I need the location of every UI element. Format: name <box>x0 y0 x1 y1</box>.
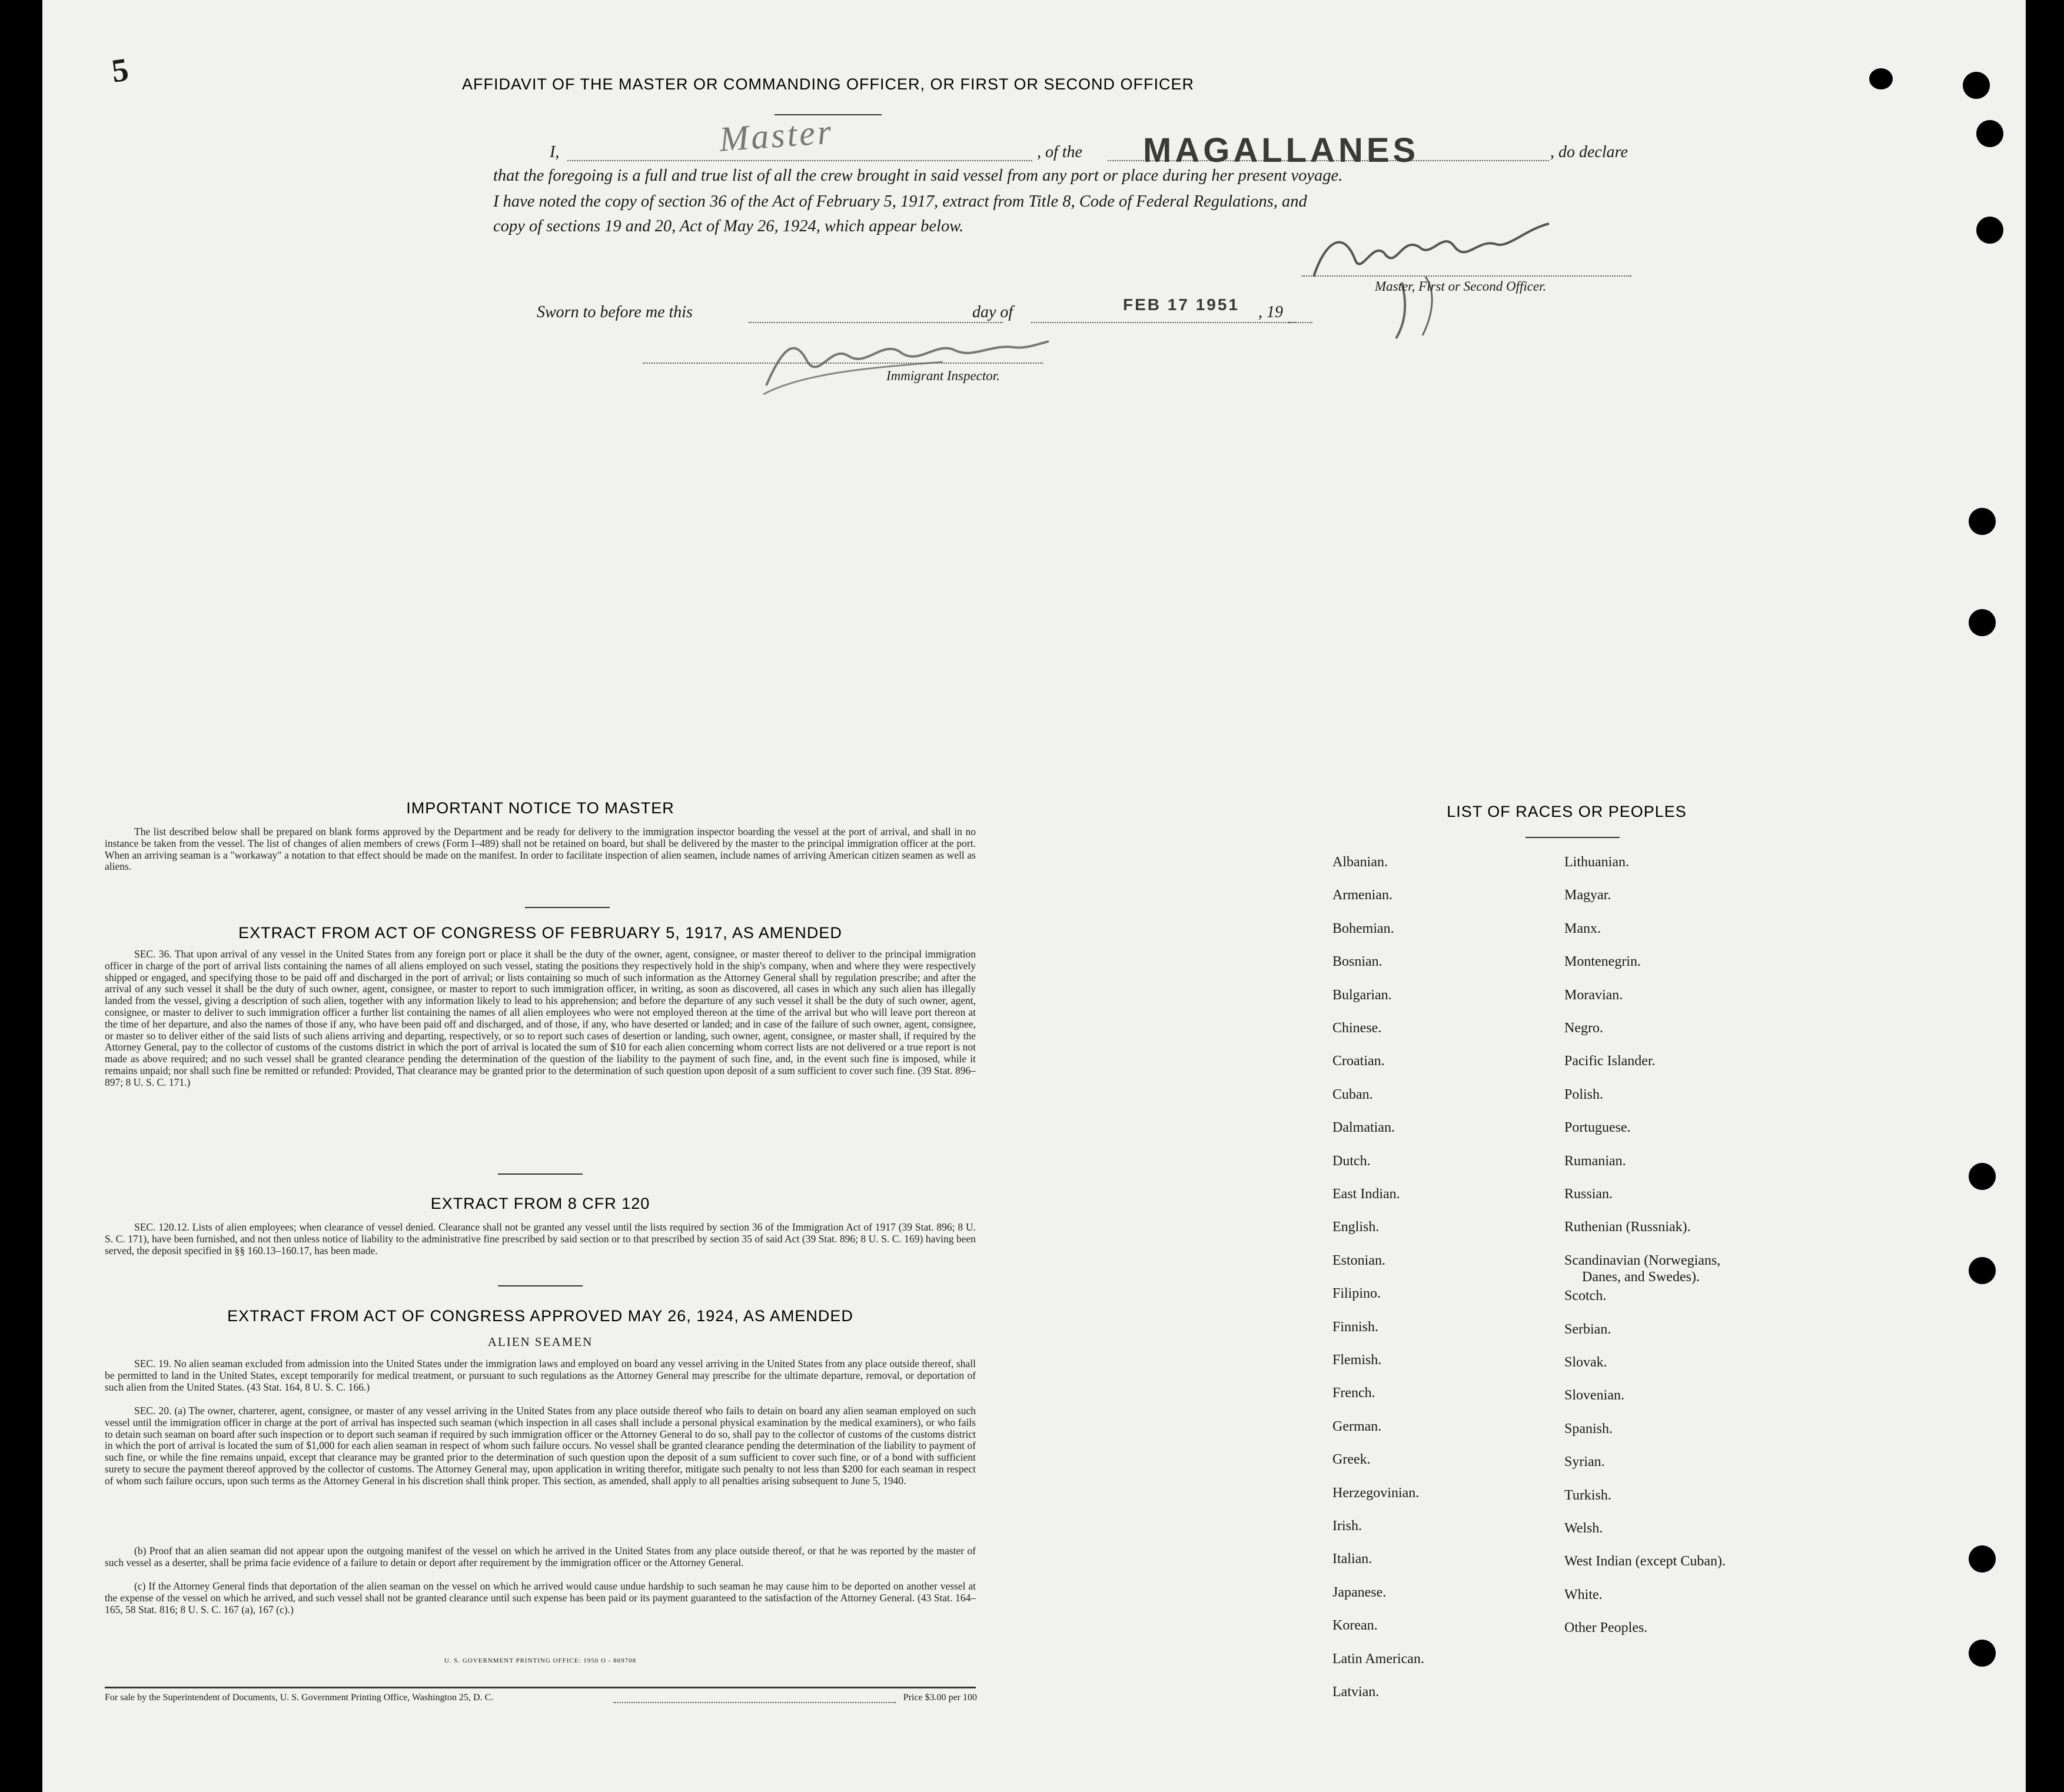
race-item: Montenegrin. <box>1564 954 1641 970</box>
race-item: Scotch. <box>1564 1288 1607 1304</box>
race-item: Croatian. <box>1332 1053 1385 1069</box>
footer-sale-text: For sale by the Superintendent of Documents, U. S. Government Printing Office, Washington 25, D. C. <box>105 1693 494 1703</box>
punch-hole <box>1969 609 1996 636</box>
race-item: Spanish. <box>1564 1421 1613 1437</box>
extract-1917-rule <box>498 1173 583 1175</box>
race-item: White. <box>1564 1587 1603 1603</box>
declaration-line-4: copy of sections 19 and 20, Act of May 26, 1924, which appear below. <box>493 217 964 235</box>
race-item: Manx. <box>1564 920 1601 936</box>
race-item: Filipino. <box>1332 1286 1381 1302</box>
race-item: Greek. <box>1332 1452 1371 1468</box>
race-item: English. <box>1332 1219 1380 1235</box>
affidavit-title: AFFIDAVIT OF THE MASTER OR COMMANDING OFFICER, OR FIRST OR SECOND OFFICER <box>461 75 1195 93</box>
race-item: Latin American. <box>1332 1651 1424 1667</box>
punch-hole <box>1969 1640 1996 1667</box>
race-item: French. <box>1332 1385 1375 1401</box>
inspector-signature <box>749 321 1055 397</box>
footer-rule <box>105 1687 976 1688</box>
race-item: Korean. <box>1332 1618 1378 1634</box>
of-the-label: , of the <box>1037 143 1082 161</box>
printing-office-line: U. S. GOVERNMENT PRINTING OFFICE: 1950 O - 869708 <box>444 1657 637 1664</box>
punch-hole <box>1969 1163 1996 1190</box>
race-item: Cuban. <box>1332 1086 1373 1102</box>
punch-hole <box>1969 1545 1996 1572</box>
extract-cfr-title: EXTRACT FROM 8 CFR 120 <box>430 1195 650 1212</box>
races-title: LIST OF RACES OR PEOPLES <box>1447 803 1687 820</box>
day-of-label: day of <box>972 303 1013 321</box>
punch-hole <box>1969 1257 1996 1284</box>
race-item: Danes, and Swedes). <box>1582 1269 1700 1285</box>
notice-body: The list described below shall be prepared on blank forms approved by the Department and be ready for delivery to the immigration inspector boarding the vessel at the port of arrival, and shall in no instance be taken from the vessel. The list of changes of alien members of crews (Form I–489) shall not be retained on board, but shall be delivered by the master to the principal immigration officer at the port. When an arriving seaman is a "workaway" a notation to that effect should be made on the manifest. In order to facilitate inspection of alien seamen, include names of arriving American citizen seamen as well as aliens. <box>105 826 976 873</box>
race-item: Serbian. <box>1564 1321 1611 1337</box>
extract-cfr-rule <box>498 1285 583 1286</box>
year-line <box>1289 322 1312 323</box>
race-item: Bosnian. <box>1332 954 1382 970</box>
race-item: Albanian. <box>1332 855 1388 870</box>
extract-cfr-body: SEC. 120.12. Lists of alien employees; when clearance of vessel denied. Clearance shall not be granted any vessel until the lists required by section 36 of the Immigration Act of 1917 (39 Stat. 896; 8 U. S. C. 171), have been furnished, and not then unless notice of liability to the administrative fine prescribed by said section or to that prescribed by section 35 of said Act (39 Stat. 896; 8 U. S. C. 169) having been served, the deposit specified in §§ 160.13–160.17, has been made. <box>105 1221 976 1256</box>
master-signature <box>1302 206 1573 341</box>
signer-caption: Master, First or Second Officer. <box>1375 279 1547 294</box>
extract-1917-title: EXTRACT FROM ACT OF CONGRESS OF FEBRUARY 5, 1917, AS AMENDED <box>238 924 842 942</box>
race-item: Turkish. <box>1564 1487 1611 1503</box>
extract-1924-subtitle: ALIEN SEAMEN <box>487 1335 593 1349</box>
sworn-label: Sworn to before me this <box>537 303 693 321</box>
inspector-caption: Immigrant Inspector. <box>886 368 1000 383</box>
punch-hole <box>1969 508 1996 535</box>
inspector-line <box>643 363 1043 364</box>
footer-price: Price $3.00 per 100 <box>903 1693 977 1703</box>
race-item: Ruthenian (Russniak). <box>1564 1219 1691 1235</box>
race-item: East Indian. <box>1332 1186 1400 1202</box>
race-item: Japanese. <box>1332 1584 1387 1600</box>
officer-name-handwritten: Master <box>717 112 835 159</box>
extract-1924-title: EXTRACT FROM ACT OF CONGRESS APPROVED MAY 26, 1924, AS AMENDED <box>227 1307 853 1325</box>
vessel-name-stamp: MAGALLANES <box>1143 131 1420 169</box>
race-item: Pacific Islander. <box>1564 1053 1656 1069</box>
officer-name-line <box>567 160 1032 161</box>
race-item: Rumanian. <box>1564 1153 1626 1169</box>
race-item: Magyar. <box>1564 887 1611 903</box>
punch-hole <box>1963 72 1990 99</box>
race-item: Negro. <box>1564 1020 1603 1036</box>
form-sheet <box>42 0 2026 1792</box>
race-item: Polish. <box>1564 1086 1604 1102</box>
race-item: Latvian. <box>1332 1684 1380 1700</box>
extract-1924-sec20c: (c) If the Attorney General finds that deportation of the alien seaman on the vessel on which he arrived would cause undue hardship to such seaman he may cause him to be deported on another vessel at the expense of the vessel on which he arrived, and such vessel shall not be granted clearance until such expense has been paid or its payment guaranteed to the satisfaction of the Attorney General. (43 Stat. 164–165, 58 Stat. 816; 8 U. S. C. 167 (a), 167 (c).) <box>105 1580 976 1615</box>
race-item: Portuguese. <box>1564 1120 1631 1136</box>
race-item: Dutch. <box>1332 1153 1371 1169</box>
declaration-line-2: that the foregoing is a full and true list of all the crew brought in said vessel from any port or place during her present voyage. <box>493 167 1343 185</box>
notice-rule <box>525 907 610 908</box>
race-item: West Indian (except Cuban). <box>1564 1554 1726 1570</box>
page-number-mark: 5 <box>109 51 131 90</box>
date-stamp: FEB 17 1951 <box>1123 295 1239 314</box>
punch-hole <box>1976 217 2003 244</box>
race-item: Slovenian. <box>1564 1388 1624 1404</box>
race-item: Slovak. <box>1564 1355 1607 1370</box>
race-item: Dalmatian. <box>1332 1120 1395 1136</box>
extract-1917-body: SEC. 36. That upon arrival of any vessel in the United States from any foreign port or place it shall be the duty of the owner, agent, consignee, or master thereof to deliver to the principal immigration officer in charge of the port of arrival lists containing the names of all aliens employed on such vessel, stating the positions they respectively hold in the ship's company, when and where they were respectively shipped or engaged, and specifying those to be paid off and discharged in the port of arrival; or lists containing so much of such information as the Attorney General shall by regulation prescribe; and after the arrival of any such vessel it shall be the duty of such owner, agent, consignee, or master to report to such immigration officer, in writing, as soon as discovered, all cases in which any such alien has illegally landed from the vessel, giving a description of such alien, together with any information likely to lead to his apprehension; and before the departure of any such vessel it shall be the duty of such owner, agent, consignee, or master to deliver to such immigration officer a further list containing the names of all alien employees who were not employed thereon at the time of the arrival but who will leave port thereon at the time of her departure, and also the names of those if any, who have been paid off and discharged, and of those, if any, who have deserted or landed; and in case of the failure of such owner, agent, consignee, or master so to deliver either of the said lists of such aliens arriving and departing, respectively, or so to report such cases of desertion or landing, such owner, agent, consignee, or master shall, if required by the Attorney General, pay to the collector of customs of the customs district in which the port of arrival is located the sum of $10 for each alien concerning whom correct lists are not delivered or a true report is not made as above required; and no such vessel shall be granted clearance pending the determination of the question of the liability to the payment of such fine, and, in the event such fine is imposed, while it remains unpaid; nor shall such fine be remitted or refunded: Provided, That clearance may be granted prior to the determination of such question upon deposit of a sum sufficient to cover such fine. (39 Stat. 896–897; 8 U. S. C. 171.) <box>105 948 976 1088</box>
race-item: Herzegovinian. <box>1332 1485 1420 1501</box>
race-item: Estonian. <box>1332 1252 1385 1268</box>
declaration-line-3: I have noted the copy of section 36 of the Act of February 5, 1917, extract from Title 8, Code of Federal Regulations, and <box>493 192 1307 211</box>
race-item: Chinese. <box>1332 1020 1382 1036</box>
i-label: I, <box>550 143 560 161</box>
extract-1924-sec20b: (b) Proof that an alien seaman did not appear upon the outgoing manifest of the vessel on which he arrived in the United States from any place outside thereof, or that he was reported by the master of such vessel as a deserter, shall be prima facie evidence of a failure to detain or deport after requirement by the immigration officer or the Attorney General. <box>105 1545 976 1568</box>
punch-hole <box>1976 120 2003 147</box>
do-declare-label: , do declare <box>1550 143 1628 161</box>
race-item: Syrian. <box>1564 1454 1605 1470</box>
race-item: Flemish. <box>1332 1352 1382 1368</box>
race-item: Bulgarian. <box>1332 987 1392 1003</box>
extract-1924-sec19: SEC. 19. No alien seaman excluded from admission into the United States under the immigration laws and employed on board any vessel arriving in the United States from any place outside thereof, shall be permitted to land in the United States, except temporarily for medical treatment, or pursuant to such regulations as the Attorney General may prescribe for the ultimate departure, removal, or deportation of such alien from the United States. (43 Stat. 164, 8 U. S. C. 166.) <box>105 1358 976 1393</box>
punch-hole <box>1869 68 1893 89</box>
race-item: Other Peoples. <box>1564 1620 1648 1636</box>
extract-1924-sec20a: SEC. 20. (a) The owner, charterer, agent, consignee, or master of any vessel arriving in the United States from any place outside thereof who fails to detain on board any alien seaman employed on such vessel until the immigration officer in charge at the port of arrival has inspected such seaman (which inspection in all cases shall include a personal physical examination by the medical examiners), or who fails to detain such seaman on board after such inspection or to deport such seaman if required by such immigration officer or the Attorney General to do so, shall pay to the collector of customs of the customs district in which the port of arrival is located the sum of $1,000 for each alien seaman in respect of whom such failure occurs. No vessel shall be granted clearance pending the determination of the liability to payment of such fine, or while the fine remains unpaid, except that clearance may be granted prior to the determination of such question upon the deposit of a sum sufficient to cover such fine, or of a bond with sufficient surety to secure the payment thereof approved by the collector of customs. The Attorney General may, upon application in writing therefor, mitigate such penalty to not less than $200 for each seaman in respect of whom such failure occurs, upon such terms as the Attorney General in his discretion shall think proper. This section, as amended, shall apply to all penalties arising subsequent to June 5, 1940. <box>105 1405 976 1487</box>
year-prefix: , 19 <box>1258 303 1283 321</box>
notice-title: IMPORTANT NOTICE TO MASTER <box>406 799 674 817</box>
race-item: Irish. <box>1332 1518 1362 1534</box>
race-item: Russian. <box>1564 1186 1613 1202</box>
race-item: Welsh. <box>1564 1521 1603 1536</box>
race-item: German. <box>1332 1418 1382 1434</box>
race-item: Moravian. <box>1564 987 1623 1003</box>
sworn-month-line <box>1031 322 1296 323</box>
race-item: Scandinavian (Norwegians, <box>1564 1252 1721 1268</box>
race-item: Bohemian. <box>1332 920 1394 936</box>
race-item: Lithuanian. <box>1564 855 1629 870</box>
footer-leader-dots <box>613 1702 896 1703</box>
race-item: Armenian. <box>1332 887 1392 903</box>
races-title-rule <box>1525 837 1620 838</box>
signature-line <box>1302 275 1631 277</box>
race-item: Finnish. <box>1332 1319 1379 1335</box>
race-item: Italian. <box>1332 1551 1372 1567</box>
